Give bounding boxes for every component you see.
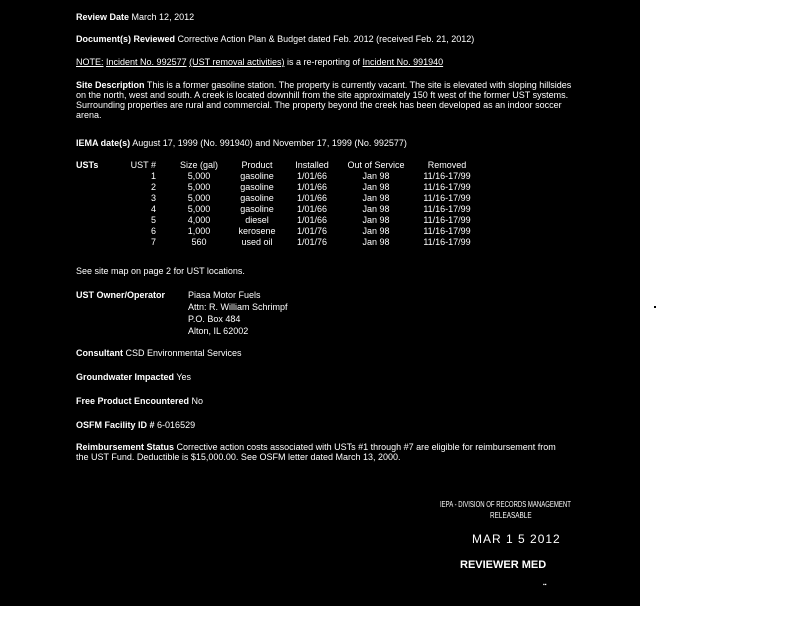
site-map-note: See site map on page 2 for UST locations. (76, 266, 245, 276)
consultant-label: Consultant (76, 348, 123, 358)
cell-installed: 1/01/76 (296, 237, 328, 247)
documents-reviewed-label: Document(s) Reviewed (76, 34, 176, 44)
consultant-line (76, 348, 242, 358)
col-header-ust-number: UST # (130, 160, 156, 170)
cell-removed: 11/16-17/99 (423, 226, 471, 236)
note-label: NOTE: (76, 57, 104, 67)
cell-out-of-service: Jan 98 (362, 226, 390, 236)
cell-product: gasoline (240, 182, 274, 192)
usts-label: USTs (76, 160, 99, 170)
iema-dates-label: IEMA date(s) (76, 138, 131, 148)
col-header-out-of-service: Out of Service (347, 160, 405, 170)
reimbursement-value: Corrective action costs associated with USTs #1 through #7 are eligible for reimbursement from the UST Fund. Deductible is $15,000.00. See OSFM letter dated March 13, 2000. (76, 442, 556, 462)
site-description (76, 80, 576, 120)
review-date-label: Review Date (76, 12, 130, 22)
scan-speck (628, 521, 630, 523)
cell-out-of-service: Jan 98 (362, 182, 390, 192)
ust-owner-label: UST Owner/Operator (76, 290, 166, 300)
cell-removed: 11/16-17/99 (423, 193, 471, 203)
cell-size: 5,000 (187, 193, 211, 203)
ust-table-header-row (76, 160, 480, 171)
groundwater-line (76, 372, 191, 382)
col-header-product: Product (241, 160, 273, 170)
records-stamp-releasable: RELEASABLE (490, 511, 532, 520)
cell-ust-number: 1 (150, 171, 156, 181)
cell-product: gasoline (240, 204, 274, 214)
table-row (76, 193, 480, 204)
note-incident-a: Incident No. 992577 (106, 57, 187, 67)
note-removal-activities: (UST removal activities) (189, 57, 285, 67)
iema-dates-line (76, 138, 407, 148)
cell-removed: 11/16-17/99 (423, 171, 471, 181)
owner-city: Alton, IL 62002 (188, 326, 249, 336)
documents-reviewed-line (76, 34, 474, 44)
cell-product: kerosene (238, 226, 276, 236)
cell-product: gasoline (240, 193, 274, 203)
cell-size: 5,000 (187, 204, 211, 214)
review-date-value: March 12, 2012 (131, 12, 195, 22)
col-header-installed: Installed (295, 160, 329, 170)
note-rereporting: is a re-reporting of (286, 57, 361, 67)
cell-size: 1,000 (187, 226, 211, 236)
ust-owner-address (188, 289, 288, 337)
cell-out-of-service: Jan 98 (362, 215, 390, 225)
records-stamp-date: MAR 1 5 2012 (472, 532, 561, 546)
scan-speck (654, 306, 656, 308)
cell-ust-number: 2 (150, 182, 156, 192)
free-product-label: Free Product Encountered (76, 396, 190, 406)
free-product-value: No (191, 396, 204, 406)
col-header-removed: Removed (427, 160, 467, 170)
cell-installed: 1/01/76 (296, 226, 328, 236)
reimbursement-status (76, 442, 566, 462)
cell-removed: 11/16-17/99 (423, 215, 471, 225)
col-header-size: Size (gal) (179, 160, 218, 170)
cell-out-of-service: Jan 98 (362, 193, 390, 203)
iema-dates-value: August 17, 1999 (No. 991940) and November 17, 1999 (No. 992577) (132, 138, 407, 148)
cell-size: 4,000 (187, 215, 211, 225)
groundwater-value: Yes (176, 372, 192, 382)
cell-size: 560 (191, 237, 207, 247)
table-row (76, 237, 480, 248)
cell-ust-number: 3 (150, 193, 156, 203)
cell-removed: 11/16-17/99 (423, 204, 471, 214)
cell-out-of-service: Jan 98 (362, 237, 390, 247)
table-row (76, 226, 480, 237)
cell-product: used oil (241, 237, 273, 247)
groundwater-label: Groundwater Impacted (76, 372, 175, 382)
consultant-value: CSD Environmental Services (125, 348, 242, 358)
reviewer-stamp: REVIEWER MED (460, 559, 547, 571)
ust-table (76, 160, 480, 248)
cell-out-of-service: Jan 98 (362, 171, 390, 181)
cell-installed: 1/01/66 (296, 215, 328, 225)
reviewer-initials-mark: ▪▪ (543, 582, 547, 588)
review-date-line (76, 12, 194, 22)
site-description-value: This is a former gasoline station. The property is currently vacant. The site is elevated with sloping hillsides on the north, west and south. A creek is located downhill from the site approximately 150 ft west of the former UST systems. Surrounding properties are rural and commercial. The property beyond the creek has been developed as an indoor soccer arena. (76, 80, 572, 120)
cell-installed: 1/01/66 (296, 182, 328, 192)
documents-reviewed-value: Corrective Action Plan & Budget dated Feb. 2012 (received Feb. 21, 2012) (177, 34, 475, 44)
cell-size: 5,000 (187, 171, 211, 181)
site-description-label: Site Description (76, 80, 145, 90)
note-line (76, 57, 443, 67)
table-row (76, 215, 480, 226)
owner-attn: Attn: R. William Schrimpf (188, 302, 288, 312)
records-stamp-division: IEPA - DIVISION OF RECORDS MANAGEMENT (440, 500, 571, 509)
cell-removed: 11/16-17/99 (423, 237, 471, 247)
owner-po-box: P.O. Box 484 (188, 314, 241, 324)
free-product-line (76, 396, 203, 406)
cell-ust-number: 5 (150, 215, 156, 225)
cell-removed: 11/16-17/99 (423, 182, 471, 192)
cell-product: diesel (245, 215, 269, 225)
cell-out-of-service: Jan 98 (362, 204, 390, 214)
note-incident-b: Incident No. 991940 (362, 57, 444, 67)
osfm-value: 6-016529 (157, 420, 196, 430)
cell-ust-number: 7 (150, 237, 156, 247)
osfm-line (76, 420, 195, 430)
cell-size: 5,000 (187, 182, 211, 192)
cell-installed: 1/01/66 (296, 171, 328, 181)
cell-product: gasoline (240, 171, 274, 181)
osfm-label: OSFM Facility ID # (76, 420, 155, 430)
cell-ust-number: 6 (150, 226, 156, 236)
table-row (76, 204, 480, 215)
cell-ust-number: 4 (150, 204, 156, 214)
table-row (76, 171, 480, 182)
reimbursement-label: Reimbursement Status (76, 442, 175, 452)
table-row (76, 182, 480, 193)
cell-installed: 1/01/66 (296, 193, 328, 203)
owner-name: Piasa Motor Fuels (188, 290, 261, 300)
cell-installed: 1/01/66 (296, 204, 328, 214)
